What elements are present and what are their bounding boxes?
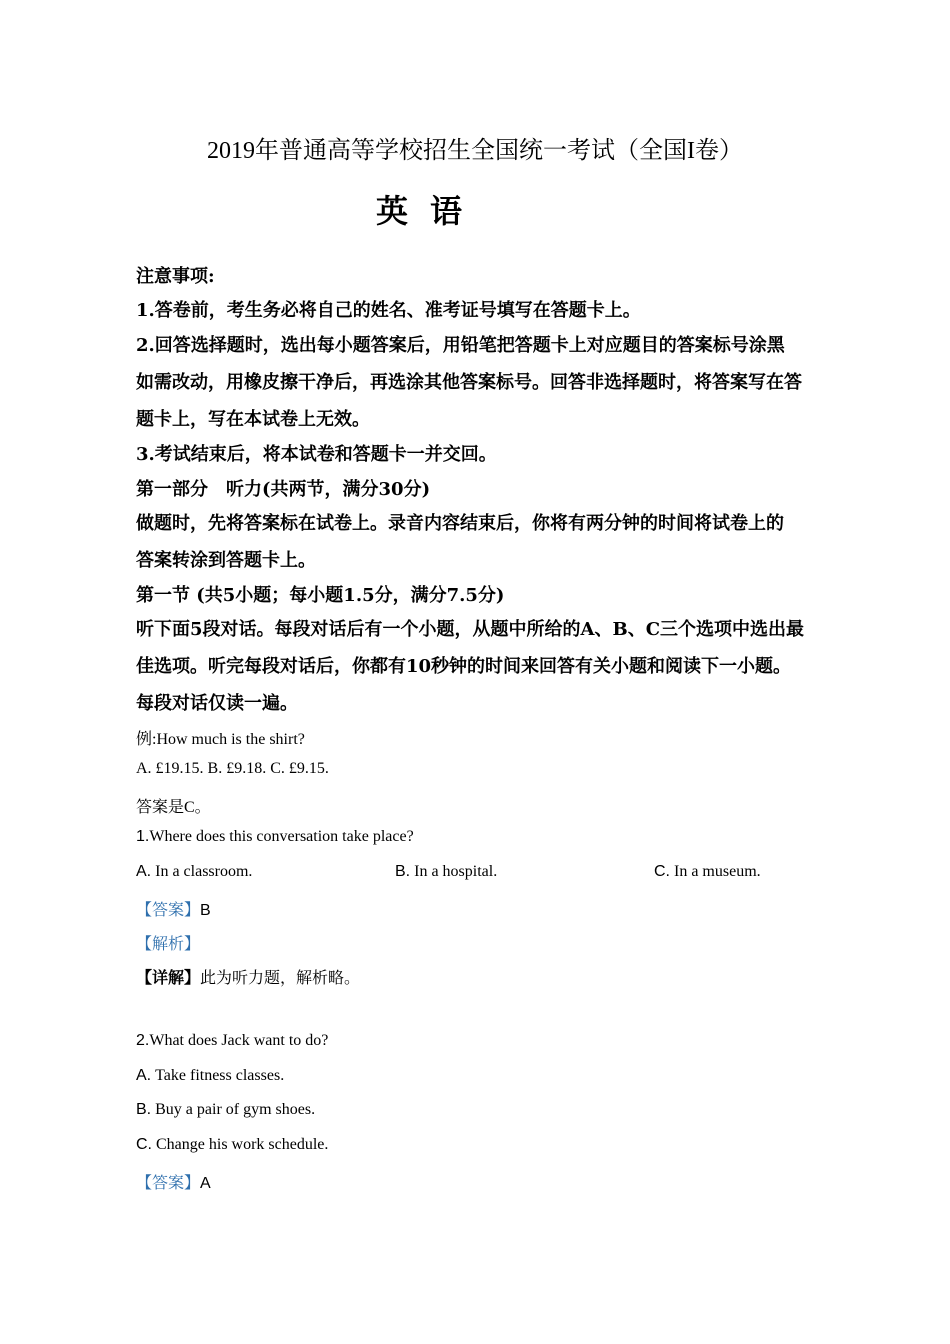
notes-heading: 注意事项: — [136, 266, 215, 287]
question-1 — [136, 828, 414, 846]
answer-value: B — [200, 902, 211, 919]
question-number: 2. — [136, 1032, 150, 1049]
section1-instruction: 听下面5段对话。每段对话后有一个小题，从题中所给的A、B、C三个选项中选出最 — [136, 619, 805, 640]
option-text: In a classroom. — [155, 863, 253, 880]
example-answer: 答案是C。 — [136, 799, 211, 816]
part1-instruction: 做题时，先将答案标在试卷上。录音内容结束后，你将有两分钟的时间将试卷上的 — [136, 513, 784, 534]
question-text: Where does this conversation take place? — [149, 828, 414, 845]
q1-option-a — [136, 863, 252, 881]
answer-tag: 【答案】 — [136, 900, 201, 919]
option-letter: C. — [654, 863, 670, 880]
part1-heading: 第一部分 听力(共两节，满分30分) — [136, 479, 431, 500]
option-text: Take fitness classes. — [155, 1067, 285, 1084]
answer-tag: 【答案】 — [136, 1173, 201, 1192]
option-letter: B. — [395, 863, 411, 880]
option-text: Change his work schedule. — [156, 1136, 329, 1153]
q2-option-c — [136, 1136, 328, 1154]
q1-option-b — [395, 863, 497, 881]
option-text: In a museum. — [674, 863, 761, 880]
note-line: 3.考试结束后，将本试卷和答题卡一并交回。 — [136, 444, 497, 465]
q1-detail — [136, 965, 360, 988]
q2-option-a — [136, 1067, 284, 1085]
note-line: 如需改动，用橡皮擦干净后，再选涂其他答案标号。回答非选择题时，将答案写在答 — [136, 372, 802, 393]
section1-instruction: 佳选项。听完每段对话后，你都有10秒钟的时间来回答有关小题和阅读下一小题。 — [136, 656, 792, 677]
note-line: 题卡上，写在本试卷上无效。 — [136, 409, 370, 430]
exam-title: 2019年普通高等学校招生全国统一考试（全国I卷） — [207, 138, 743, 164]
option-letter: A. — [136, 1067, 152, 1084]
answer-value: A — [200, 1175, 211, 1192]
option-text: Buy a pair of gym shoes. — [155, 1101, 316, 1118]
option-letter: A. — [136, 863, 152, 880]
part1-instruction: 答案转涂到答题卡上。 — [136, 550, 316, 571]
q1-option-c — [654, 863, 761, 881]
section1-heading: 第一节 (共5小题；每小题1.5分，满分7.5分) — [136, 585, 505, 606]
q2-answer — [136, 1170, 211, 1193]
q2-option-b — [136, 1101, 315, 1119]
q1-answer — [136, 897, 211, 920]
option-letter: C. — [136, 1136, 152, 1153]
detail-text: 此为听力题，解析略。 — [200, 968, 361, 987]
example-question: 例:How much is the shirt? — [136, 731, 305, 748]
option-text: In a hospital. — [414, 863, 498, 880]
option-letter: B. — [136, 1101, 152, 1118]
analysis-tag: 【解析】 — [136, 934, 201, 953]
subject-title: 英语 — [376, 192, 485, 230]
question-number: 1. — [136, 828, 150, 845]
note-line: 2.回答选择题时，选出每小题答案后，用铅笔把答题卡上对应题目的答案标号涂黑 — [136, 335, 785, 356]
section1-instruction: 每段对话仅读一遍。 — [136, 693, 298, 714]
note-line: 1.答卷前，考生务必将自己的姓名、准考证号填写在答题卡上。 — [136, 300, 641, 321]
question-2 — [136, 1032, 328, 1050]
detail-tag: 【详解】 — [136, 968, 201, 987]
question-text: What does Jack want to do? — [149, 1032, 329, 1049]
example-options: A. £19.15. B. £9.18. C. £9.15. — [136, 760, 329, 777]
